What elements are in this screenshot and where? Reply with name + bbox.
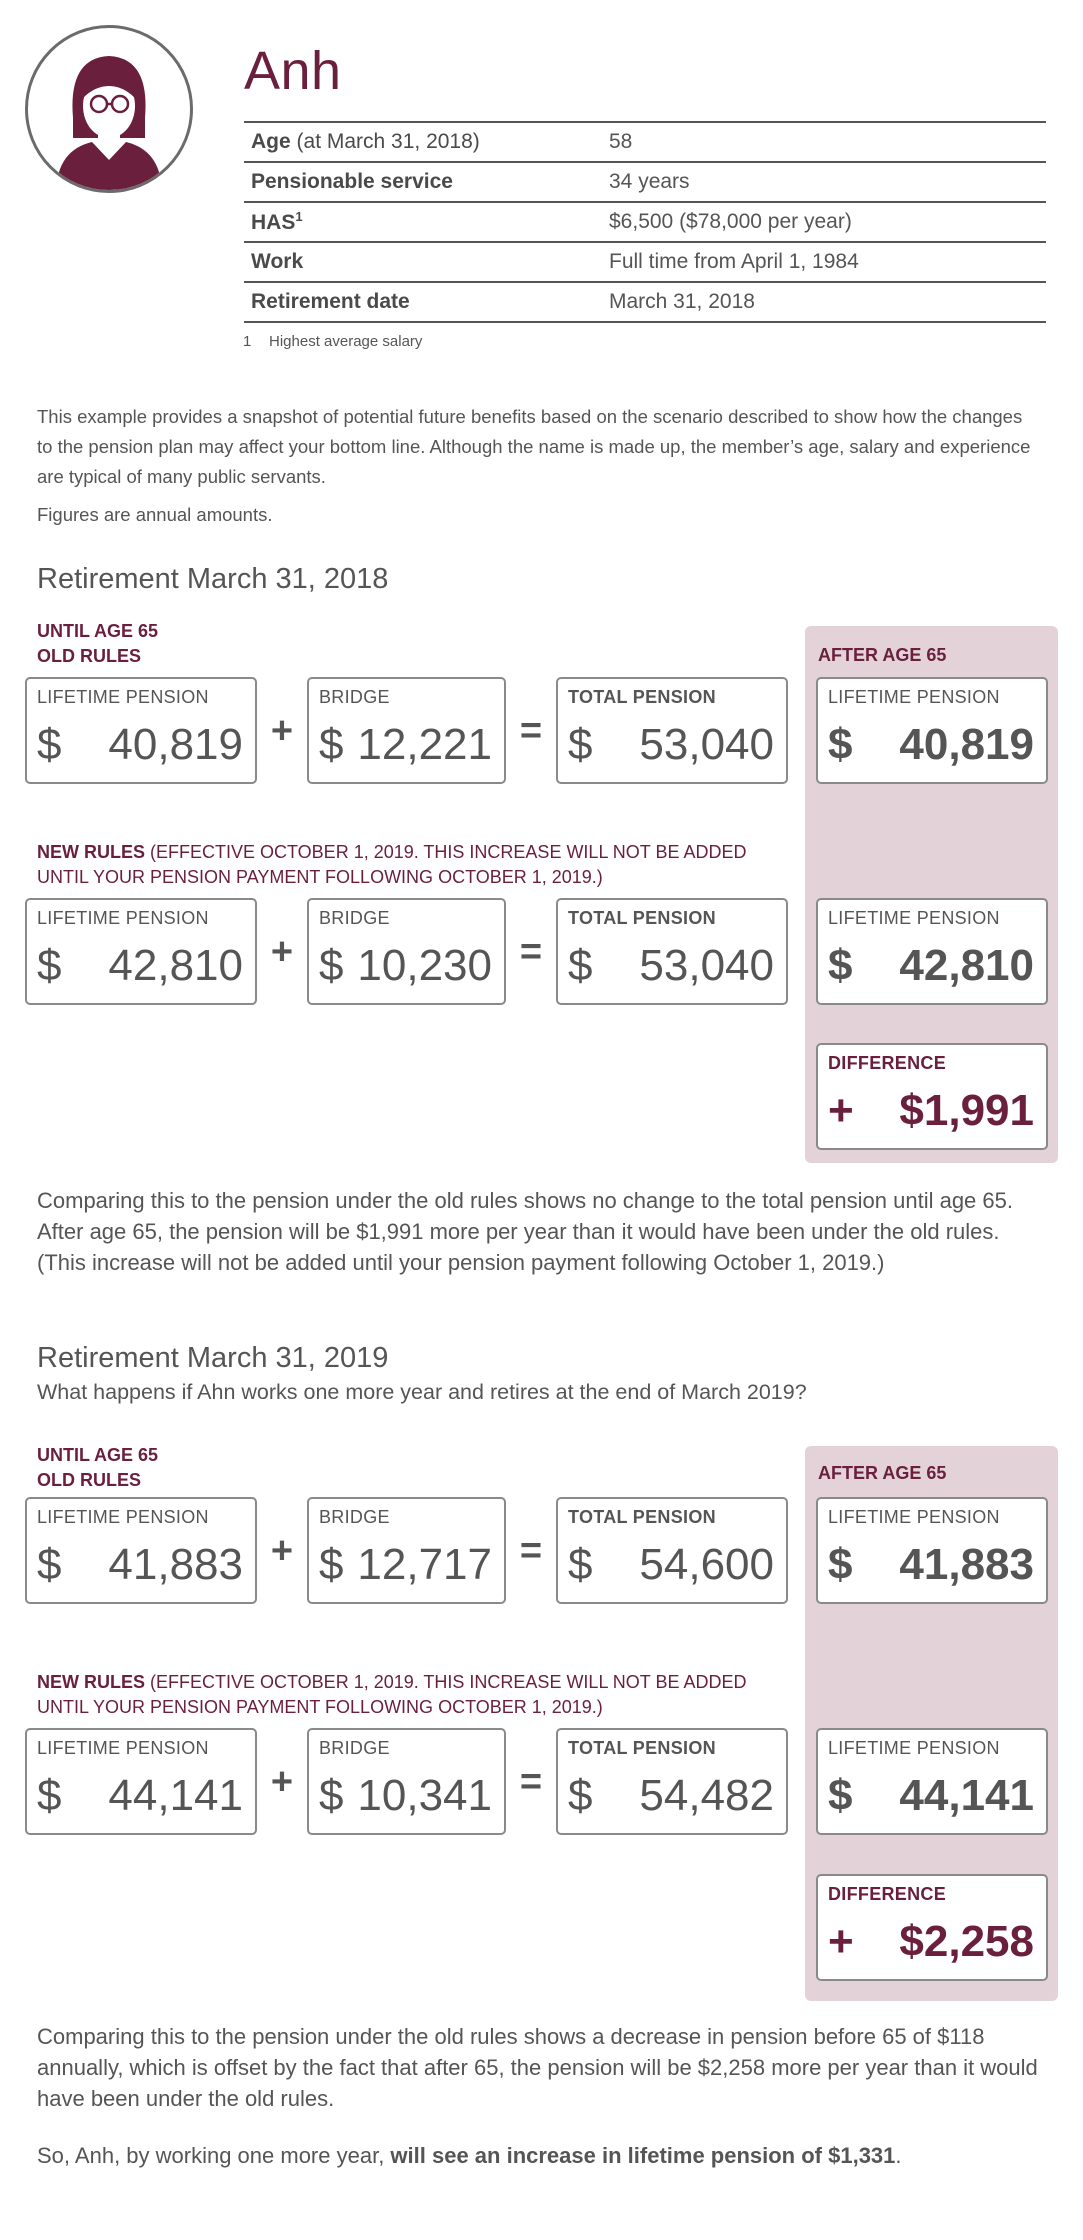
equals-sign: =: [519, 1761, 543, 1803]
dollar-sign: $: [568, 720, 593, 769]
plus-sign: +: [828, 1086, 854, 1135]
amount: 12,717: [357, 1540, 492, 1589]
profile-key: Age: [251, 130, 291, 153]
footnote-text: Highest average salary: [269, 333, 423, 350]
dollar-sign: $: [319, 1771, 344, 1820]
box-caption: TOTAL PENSION: [568, 1507, 716, 1527]
amount: 41,883: [899, 1540, 1034, 1589]
dollar-sign: $: [319, 720, 344, 769]
amount: 10,341: [357, 1771, 492, 1820]
total-pension-box: [556, 677, 788, 784]
dollar-sign: $: [319, 941, 344, 990]
profile-key: Pensionable service: [244, 162, 602, 202]
conclusion-end: .: [895, 2143, 902, 2168]
box-caption: TOTAL PENSION: [568, 1738, 716, 1758]
lifetime-pension-box: [25, 1497, 257, 1604]
box-caption: LIFETIME PENSION: [828, 687, 1000, 707]
amount: 54,600: [639, 1540, 774, 1589]
amount: 53,040: [639, 941, 774, 990]
after-65-lifetime-box: [816, 677, 1048, 784]
box-caption: DIFFERENCE: [828, 1884, 947, 1904]
plus-sign: +: [270, 931, 294, 973]
after-65-label: AFTER AGE 65: [818, 1463, 947, 1483]
conclusion-highlight: will see an increase in lifetime pension of $1,331: [390, 2143, 896, 2168]
total-pension-box: [556, 1497, 788, 1604]
lifetime-pension-box: [25, 677, 257, 784]
lifetime-pension-box: [25, 898, 257, 1005]
amount: 10,230: [357, 941, 492, 990]
dollar-sign: $: [828, 1771, 853, 1820]
until-65-label: UNTIL AGE 65: [37, 1445, 159, 1465]
lifetime-pension-box: [25, 1728, 257, 1835]
box-caption: LIFETIME PENSION: [828, 908, 1000, 928]
profile-key: Work: [244, 242, 602, 282]
person-icon: [28, 28, 190, 190]
box-caption: TOTAL PENSION: [568, 687, 716, 707]
profile-row: [244, 122, 1046, 162]
equals-sign: =: [519, 710, 543, 752]
dollar-sign: $: [319, 1540, 344, 1589]
profile-row: [244, 202, 1046, 242]
bridge-box: [307, 1728, 506, 1835]
plus-sign: +: [270, 1530, 294, 1572]
total-pension-box: [556, 1728, 788, 1835]
summary-2018: Comparing this to the pension under the old rules shows no change to the total pension until age 65. After age 65, the pension will be $1,991 more per year than it would have been under the old rules. (This increase will not be added until your pension payment following October 1, 2019.): [37, 1188, 1013, 1275]
amount: 41,883: [108, 1540, 243, 1589]
box-caption: LIFETIME PENSION: [828, 1738, 1000, 1758]
dollar-sign: $: [828, 720, 853, 769]
plus-sign: +: [828, 1917, 854, 1966]
conclusion: [37, 2140, 1047, 2171]
box-caption: LIFETIME PENSION: [828, 1507, 1000, 1527]
new-rules-label: [37, 1670, 797, 1720]
after-65-lifetime-box: [816, 1728, 1048, 1835]
dollar-sign: $: [568, 1540, 593, 1589]
equals-sign: =: [519, 1530, 543, 1572]
box-caption: DIFFERENCE: [828, 1053, 947, 1073]
profile-value: March 31, 2018: [602, 282, 1046, 322]
footnote-number: 1: [243, 333, 252, 350]
dollar-sign: $: [37, 1771, 62, 1820]
difference-box: [816, 1874, 1048, 1981]
box-caption: LIFETIME PENSION: [37, 1507, 209, 1527]
box-caption: BRIDGE: [319, 687, 390, 707]
amount: 53,040: [639, 720, 774, 769]
plus-sign: +: [270, 1761, 294, 1803]
old-rules-label: [37, 619, 158, 669]
amount: 54,482: [639, 1771, 774, 1820]
intro-note: Figures are annual amounts.: [37, 504, 273, 525]
bridge-box: [307, 1497, 506, 1604]
avatar: [25, 25, 193, 193]
new-rules-text: NEW RULES: [37, 842, 145, 862]
box-caption: BRIDGE: [319, 908, 390, 928]
amount: 42,810: [899, 941, 1034, 990]
profile-row: [244, 242, 1046, 282]
conclusion-start: So, Anh, by working one more year,: [37, 2143, 391, 2168]
new-rules-text: NEW RULES: [37, 1672, 145, 1692]
difference-box: [816, 1043, 1048, 1150]
equals-sign: =: [519, 931, 543, 973]
difference-amount: $2,258: [899, 1917, 1034, 1966]
profile-value: $6,500 ($78,000 per year): [602, 202, 1046, 242]
profile-table: [244, 121, 1046, 323]
new-rules-label: [37, 840, 797, 890]
dollar-sign: $: [37, 720, 62, 769]
dollar-sign: $: [37, 1540, 62, 1589]
profile-value: 34 years: [602, 162, 1046, 202]
summary-2019: Comparing this to the pension under the old rules shows a decrease in pension before 65 of $118 annually, which is offset by the fact that after 65, the pension will be $2,258 more per year than it would have been under the old rules.: [37, 2024, 1038, 2111]
new-rules-note: (EFFECTIVE OCTOBER 1, 2019. THIS INCREASE WILL NOT BE ADDED UNTIL YOUR PENSION PAYMENT FOLLOWING OCTOBER 1, 2019.): [37, 1672, 747, 1717]
profile-row: [244, 162, 1046, 202]
intro-paragraph: This example provides a snapshot of potential future benefits based on the scenario described to show how the changes to the pension plan may affect your bottom line. Although the name is made up, the member’s age, salary and experience are typical of many public servants.: [37, 406, 1031, 487]
new-rules-note: (EFFECTIVE OCTOBER 1, 2019. THIS INCREASE WILL NOT BE ADDED UNTIL YOUR PENSION PAYMENT FOLLOWING OCTOBER 1, 2019.): [37, 842, 747, 887]
total-pension-box: [556, 898, 788, 1005]
after-65-label: AFTER AGE 65: [818, 645, 947, 665]
profile-key: Retirement date: [244, 282, 602, 322]
bridge-box: [307, 677, 506, 784]
box-caption: BRIDGE: [319, 1507, 390, 1527]
plus-sign: +: [270, 710, 294, 752]
old-rules-text: OLD RULES: [37, 646, 142, 666]
section-heading-2019: Retirement March 31, 2019: [37, 1342, 389, 1374]
profile-value: Full time from April 1, 1984: [602, 242, 1046, 282]
old-rules-text: OLD RULES: [37, 1470, 142, 1490]
profile-value: 58: [602, 122, 1046, 162]
profile-row: [244, 282, 1046, 322]
bridge-box: [307, 898, 506, 1005]
person-name: Anh: [244, 41, 342, 101]
dollar-sign: $: [568, 941, 593, 990]
amount: 44,141: [899, 1771, 1034, 1820]
section-heading-2018: Retirement March 31, 2018: [37, 563, 389, 595]
profile-key-note: (at March 31, 2018): [290, 130, 480, 153]
profile-key: HAS: [251, 211, 296, 234]
dollar-sign: $: [37, 941, 62, 990]
dollar-sign: $: [828, 941, 853, 990]
box-caption: LIFETIME PENSION: [37, 908, 209, 928]
scenario-question: What happens if Ahn works one more year and retires at the end of March 2019?: [37, 1380, 807, 1404]
after-65-lifetime-box: [816, 898, 1048, 1005]
old-rules-label: [37, 1443, 158, 1493]
amount: 42,810: [108, 941, 243, 990]
difference-amount: $1,991: [899, 1086, 1034, 1135]
box-caption: TOTAL PENSION: [568, 908, 716, 928]
box-caption: LIFETIME PENSION: [37, 1738, 209, 1758]
after-65-lifetime-box: [816, 1497, 1048, 1604]
box-caption: BRIDGE: [319, 1738, 390, 1758]
dollar-sign: $: [828, 1540, 853, 1589]
amount: 40,819: [899, 720, 1034, 769]
dollar-sign: $: [568, 1771, 593, 1820]
box-caption: LIFETIME PENSION: [37, 687, 209, 707]
footnote: [243, 333, 422, 350]
amount: 12,221: [357, 720, 492, 769]
amount: 44,141: [108, 1771, 243, 1820]
footnote-marker: 1: [295, 209, 303, 224]
amount: 40,819: [108, 720, 243, 769]
until-65-label: UNTIL AGE 65: [37, 621, 159, 641]
